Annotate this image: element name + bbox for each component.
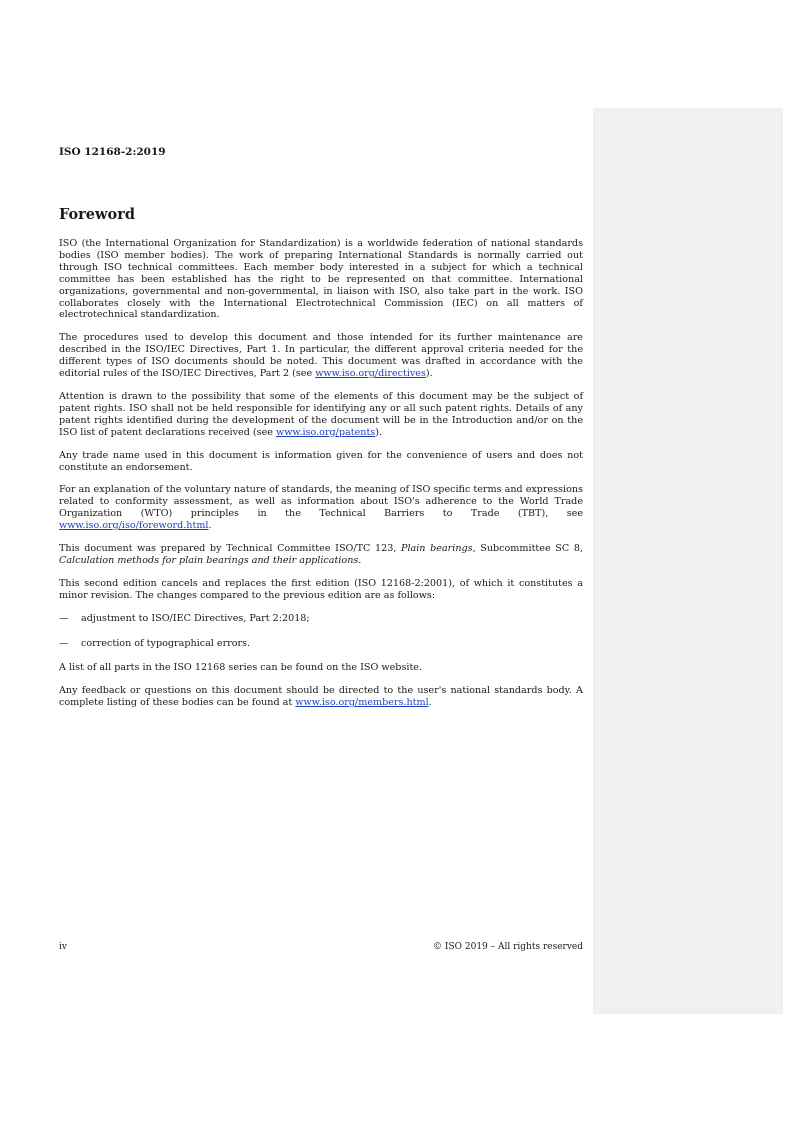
document-id: ISO 12168-2:2019 — [59, 146, 166, 158]
comment-pane — [593, 108, 783, 1014]
paragraph-patents — [59, 391, 583, 439]
paragraph-text: Attention is drawn to the possibility that some of the elements of this document may be the subject of patent rights. ISO shall not be held responsible for identifying any or all such patent rights. Details of any patent rights identified during the development of the document will be in the Introduction and/or on the ISO list of patent declarations received (see — [59, 390, 583, 438]
page-title: Foreword — [59, 206, 135, 223]
patents-link[interactable]: www.iso.org/patents — [275, 426, 376, 438]
members-link[interactable]: www.iso.org/members.html — [295, 697, 429, 709]
directives-link[interactable]: www.iso.org/directives — [315, 368, 426, 380]
paragraph-text: ). — [425, 368, 433, 380]
list-dash: — — [59, 637, 69, 649]
paragraph-feedback — [59, 685, 583, 709]
paragraph-committee — [59, 543, 583, 567]
paragraph-procedures — [59, 332, 583, 380]
list-item — [59, 638, 583, 650]
paragraph-series-list: A list of all parts in the ISO 12168 series can be found on the ISO website. — [59, 662, 423, 674]
paragraph-edition: This second edition cancels and replaces the first edition (ISO 12168-2:2001), of which it constitutes a minor revision. The changes compared to the previous edition are as follows: — [59, 577, 583, 601]
list-dash: — — [59, 612, 69, 624]
paragraph-text: This document was prepared by Technical Committee ISO/TC 123, — [59, 543, 401, 555]
paragraph-text: The procedures used to develop this document and those intended for its further maintenance are described in the ISO/IEC Directives, Part 1. In particular, the different approval criteria needed for the different types of ISO documents should be noted. This document was drafted in accordance with the editorial rules of the ISO/IEC Directives, Part 2 (see — [59, 332, 583, 380]
list-item — [59, 613, 583, 625]
subcommittee-name: Calculation methods for plain bearings and their applications. — [59, 554, 362, 566]
copyright-notice: © ISO 2019 – All rights reserved — [433, 942, 583, 952]
foreword-link[interactable]: www.iso.org/iso/foreword.html — [59, 520, 209, 532]
list-item-text: adjustment to ISO/IEC Directives, Part 2:2018; — [81, 612, 310, 624]
page-number: iv — [59, 942, 67, 952]
committee-name: Plain bearings — [401, 543, 473, 555]
paragraph-text: . — [428, 697, 432, 709]
paragraph-text: ). — [375, 426, 383, 438]
paragraph-trade-name: Any trade name used in this document is information given for the convenience of users and does not constitute an endorsement. — [59, 449, 583, 473]
paragraph-voluntary-nature — [59, 484, 583, 532]
list-item-text: correction of typographical errors. — [81, 637, 251, 649]
paragraph-text: Any feedback or questions on this document should be directed to the user's national standards body. A complete listing of these bodies can be found at — [59, 685, 583, 709]
foreword-body — [59, 238, 583, 720]
paragraph-text: , Subcommittee SC 8, — [472, 543, 583, 555]
paragraph-text: . — [208, 520, 212, 532]
paragraph-iso-intro: ISO (the International Organization for Standardization) is a worldwide federation of national standards bodies (ISO member bodies). The work of preparing International Standards is normally carried out through ISO technical committees. Each member body interested in a subject for which a technical committee has been established has the right to be represented on that committee. International organizations, governmental and non-governmental, in liaison with ISO, also take part in the work. ISO collaborates closely with the International Electrotechnical Commission (IEC) on all matters of electrotechnical standardization. — [59, 238, 583, 321]
paragraph-text: For an explanation of the voluntary nature of standards, the meaning of ISO specific terms and expressions related to conformity assessment, as well as information about ISO's adherence to the World Trade Organization (WTO) principles in the Technical Barriers to Trade (TBT), see — [59, 484, 583, 520]
